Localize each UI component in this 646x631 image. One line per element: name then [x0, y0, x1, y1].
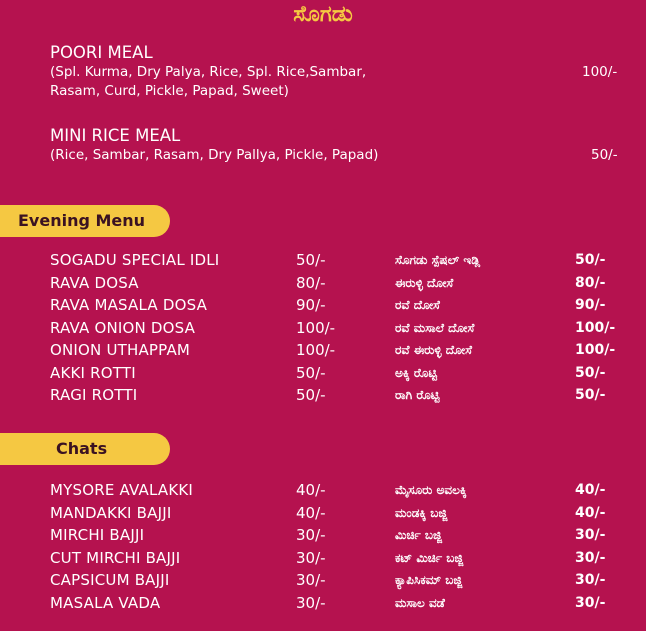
item-name-kannada: ರವೆ ಮಸಾಲೆ ದೋಸೆ: [395, 320, 475, 335]
menu-row: [50, 251, 630, 274]
item-name-kannada: ಅಕ್ಕಿ ರೊಟ್ಟಿ: [395, 365, 438, 380]
item-price-kannada: 50/-: [575, 387, 606, 403]
item-price: 80/-: [296, 273, 326, 292]
item-price-kannada: 30/-: [575, 572, 606, 588]
evening-menu-list: [50, 251, 630, 409]
item-name: CUT MIRCHI BAJJI: [50, 548, 181, 567]
item-name: MYSORE AVALAKKI: [50, 481, 194, 499]
item-name-kannada: ರಾಗಿ ರೊಟ್ಟಿ: [395, 388, 440, 402]
item-name: MIRCHI BAJJI: [50, 526, 145, 544]
item-name: MASALA VADA: [50, 593, 161, 612]
item-price-kannada: 100/-: [575, 319, 616, 336]
menu-row: [50, 571, 630, 594]
menu-row: [50, 481, 630, 504]
meal-price: 100/-: [582, 64, 618, 80]
meal-price: 50/-: [591, 147, 618, 163]
menu-row: [50, 549, 630, 572]
chats-list: [50, 481, 630, 616]
item-price-kannada: 80/-: [575, 274, 606, 291]
item-price-kannada: 100/-: [575, 342, 616, 358]
item-price-kannada: 30/-: [575, 549, 606, 566]
meal-description: (Rice, Sambar, Rasam, Dry Pallya, Pickle, Papad): [50, 147, 379, 163]
menu-row: [50, 341, 630, 364]
item-price: 50/-: [296, 386, 326, 404]
item-name-kannada: ಮೈಸೂರು ಅವಲಕ್ಕಿ: [395, 483, 467, 497]
item-price: 50/-: [296, 251, 326, 269]
item-price: 30/-: [296, 526, 326, 544]
item-price-kannada: 40/-: [575, 482, 606, 498]
menu-row: [50, 296, 630, 319]
item-name-kannada: ಮಂಡಕ್ಕಿ ಬಜ್ಜಿ: [395, 505, 448, 520]
section-title: Chats: [56, 439, 108, 458]
meal-description: (Spl. Kurma, Dry Palya, Rice, Spl. Rice,Sambar, Rasam, Curd, Pickle, Papad, Sweet): [50, 64, 367, 99]
item-price-kannada: 90/-: [575, 297, 606, 313]
menu-row: [50, 364, 630, 387]
item-name-kannada: ರವೆ ಈರುಳ್ಳಿ ದೋಸೆ: [395, 343, 472, 357]
item-price: 100/-: [296, 318, 336, 337]
menu-row: [50, 594, 630, 617]
item-price: 30/-: [296, 548, 326, 567]
item-name: CAPSICUM BAJJI: [50, 571, 170, 589]
item-price: 90/-: [296, 296, 326, 314]
menu-row: [50, 274, 630, 297]
menu-row: [50, 386, 630, 409]
item-name-kannada: ಮಸಾಲ ವಡೆ: [395, 595, 445, 610]
item-name: SOGADU SPECIAL IDLI: [50, 251, 220, 269]
item-price: 50/-: [296, 363, 326, 382]
section-header-evening-menu: Evening Menu: [0, 205, 170, 237]
menu-row: [50, 319, 630, 342]
item-name: RAVA ONION DOSA: [50, 318, 196, 337]
meal-item-poori: [50, 42, 630, 101]
item-name-kannada: ಮಿರ್ಚಿ ಬಜ್ಜಿ: [395, 528, 442, 542]
item-price: 100/-: [296, 341, 336, 359]
item-name: AKKI ROTTI: [50, 363, 136, 382]
item-name: RAVA DOSA: [50, 273, 139, 292]
item-price-kannada: 30/-: [575, 594, 606, 611]
item-name: RAVA MASALA DOSA: [50, 296, 208, 314]
item-price: 30/-: [296, 571, 326, 589]
item-price-kannada: 40/-: [575, 504, 606, 521]
page-title: ಸೊಗಡು: [293, 2, 353, 27]
menu-row: [50, 504, 630, 527]
meal-name: POORI MEAL: [50, 43, 153, 62]
section-header-chats: [0, 433, 170, 465]
item-price: 40/-: [296, 481, 326, 499]
menu-row: [50, 526, 630, 549]
item-price-kannada: 50/-: [575, 252, 606, 268]
item-price: 40/-: [296, 503, 326, 522]
item-name-kannada: ಕಟ್ ಮಿರ್ಚಿ ಬಜ್ಜಿ: [395, 550, 464, 565]
item-name-kannada: ಈರುಳ್ಳಿ ದೋಸೆ: [395, 275, 454, 290]
item-name: ONION UTHAPPAM: [50, 341, 191, 359]
item-price-kannada: 30/-: [575, 527, 606, 543]
item-name-kannada: ಕ್ಯಾಪಿಸಿಕಮ್ ಬಜ್ಜಿ: [395, 573, 463, 587]
meal-item-mini-rice: [50, 125, 630, 165]
item-name: RAGI ROTTI: [50, 386, 138, 404]
item-price: 30/-: [296, 593, 326, 612]
item-price-kannada: 50/-: [575, 364, 606, 381]
meal-name: MINI RICE MEAL: [50, 126, 181, 145]
item-name: MANDAKKI BAJJI: [50, 503, 172, 522]
item-name-kannada: ಸೊಗಡು ಸ್ಪೆಷಲ್ ಇಡ್ಲಿ: [395, 253, 481, 267]
item-name-kannada: ರವೆ ದೋಸೆ: [395, 298, 440, 312]
